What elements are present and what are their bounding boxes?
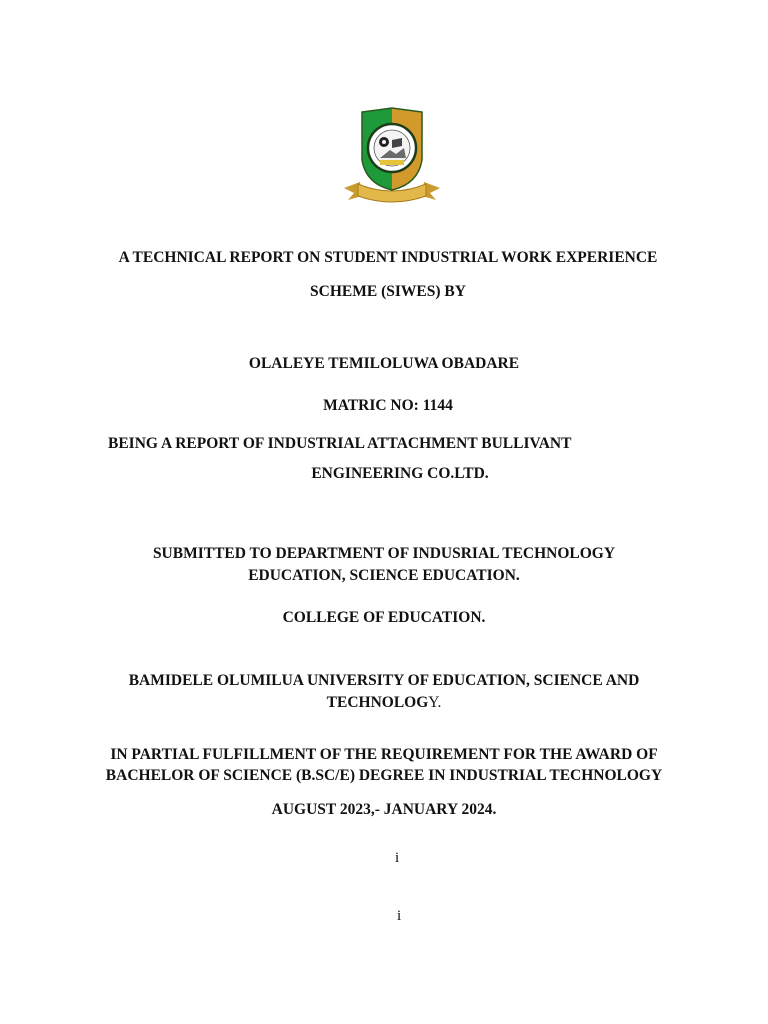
submission-line-2: EDUCATION, SCIENCE EDUCATION. (248, 567, 520, 584)
award-line-2: BACHELOR OF SCIENCE (B.SC/E) DEGREE IN INDUSTRIAL TECHNOLOGY (105, 767, 663, 784)
matric-number: MATRIC NO: 1144 (323, 397, 453, 414)
report-period: AUGUST 2023,- JANUARY 2024. (271, 801, 497, 818)
award-line-1: IN PARTIAL FULFILLMENT OF THE REQUIREMENT FOR THE AWARD OF (110, 746, 658, 763)
page-number-upper: i (395, 850, 400, 866)
university-line-2 (0, 693, 768, 713)
submission-line-1: SUBMITTED TO DEPARTMENT OF INDUSRIAL TECHNOLOGY (152, 545, 616, 562)
attachment-line-2: ENGINEERING CO.LTD. (311, 465, 489, 482)
university-line-2-tail: Y. (428, 694, 442, 711)
university-line-2-main: TECHNOLOG (326, 694, 429, 711)
university-line-1: BAMIDELE OLUMILUA UNIVERSITY OF EDUCATION, SCIENCE AND (128, 672, 640, 689)
college-name: COLLEGE OF EDUCATION. (282, 609, 486, 626)
report-title-line-1: A TECHNICAL REPORT ON STUDENT INDUSTRIAL WORK EXPERIENCE (118, 249, 658, 266)
page-number-lower: i (397, 908, 402, 924)
student-name: OLALEYE TEMILOLUWA OBADARE (248, 355, 520, 372)
attachment-line-1: BEING A REPORT OF INDUSTRIAL ATTACHMENT BULLIVANT (108, 435, 572, 452)
report-title-line-2: SCHEME (SIWES) BY (310, 283, 466, 300)
university-crest-logo (340, 104, 444, 206)
